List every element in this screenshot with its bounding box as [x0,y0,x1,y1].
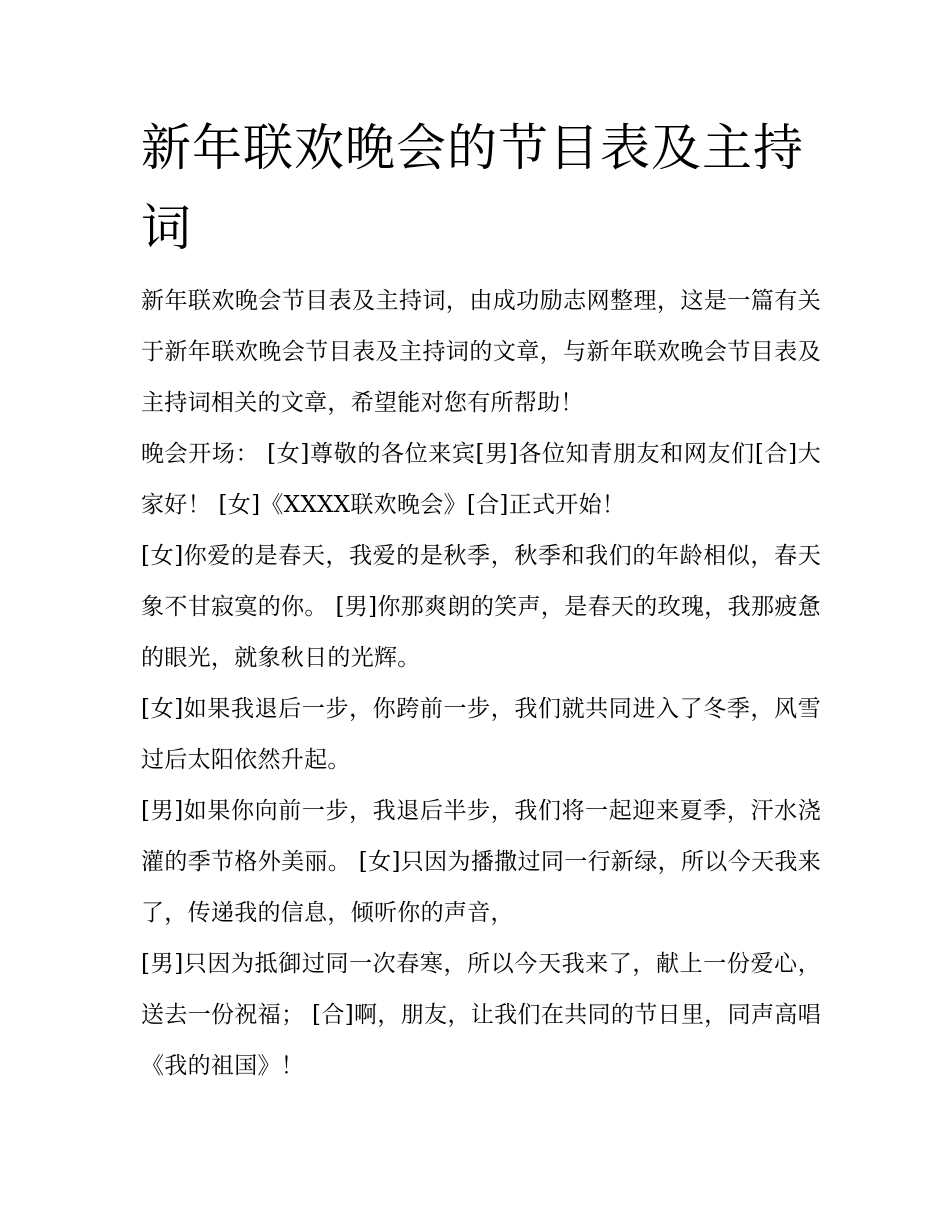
document-body [141,276,821,1092]
paragraph-seasons-spring-autumn: [女]你爱的是春天，我爱的是秋季，秋季和我们的年龄相似，春天象不甘寂寞的你。 [男]你那爽朗的笑声，是春天的玫瑰，我那疲惫的眼光，就象秋日的光辉。 [141,543,821,671]
paragraph-summer: [男]如果你向前一步，我退后半步，我们将一起迎来夏季，汗水浇灌的季节格外美丽。 [女]只因为播撒过同一行新绿，所以今天我来了，传递我的信息，倾听你的声音， [141,798,821,926]
paragraph-opening: 晚会开场： [女]尊敬的各位来宾[男]各位知青朋友和网友们[合]大家好！ [女]《XXXX联欢晚会》[合]正式开始！ [141,441,821,518]
paragraph-winter: [女]如果我退后一步，你跨前一步，我们就共同进入了冬季，风雪过后太阳依然升起。 [141,696,821,773]
paragraph-closing: [男]只因为抵御过同一次春寒，所以今天我来了，献上一份爱心，送去一份祝福； [合]啊，朋友，让我们在共同的节日里，同声高唱《我的祖国》！ [141,951,821,1079]
paragraph-intro: 新年联欢晚会节目表及主持词，由成功励志网整理，这是一篇有关于新年联欢晚会节目表及主持词的文章，与新年联欢晚会节目表及主持词相关的文章，希望能对您有所帮助！ [141,288,821,416]
document-title: 新年联欢晚会的节目表及主持词 [141,119,804,257]
